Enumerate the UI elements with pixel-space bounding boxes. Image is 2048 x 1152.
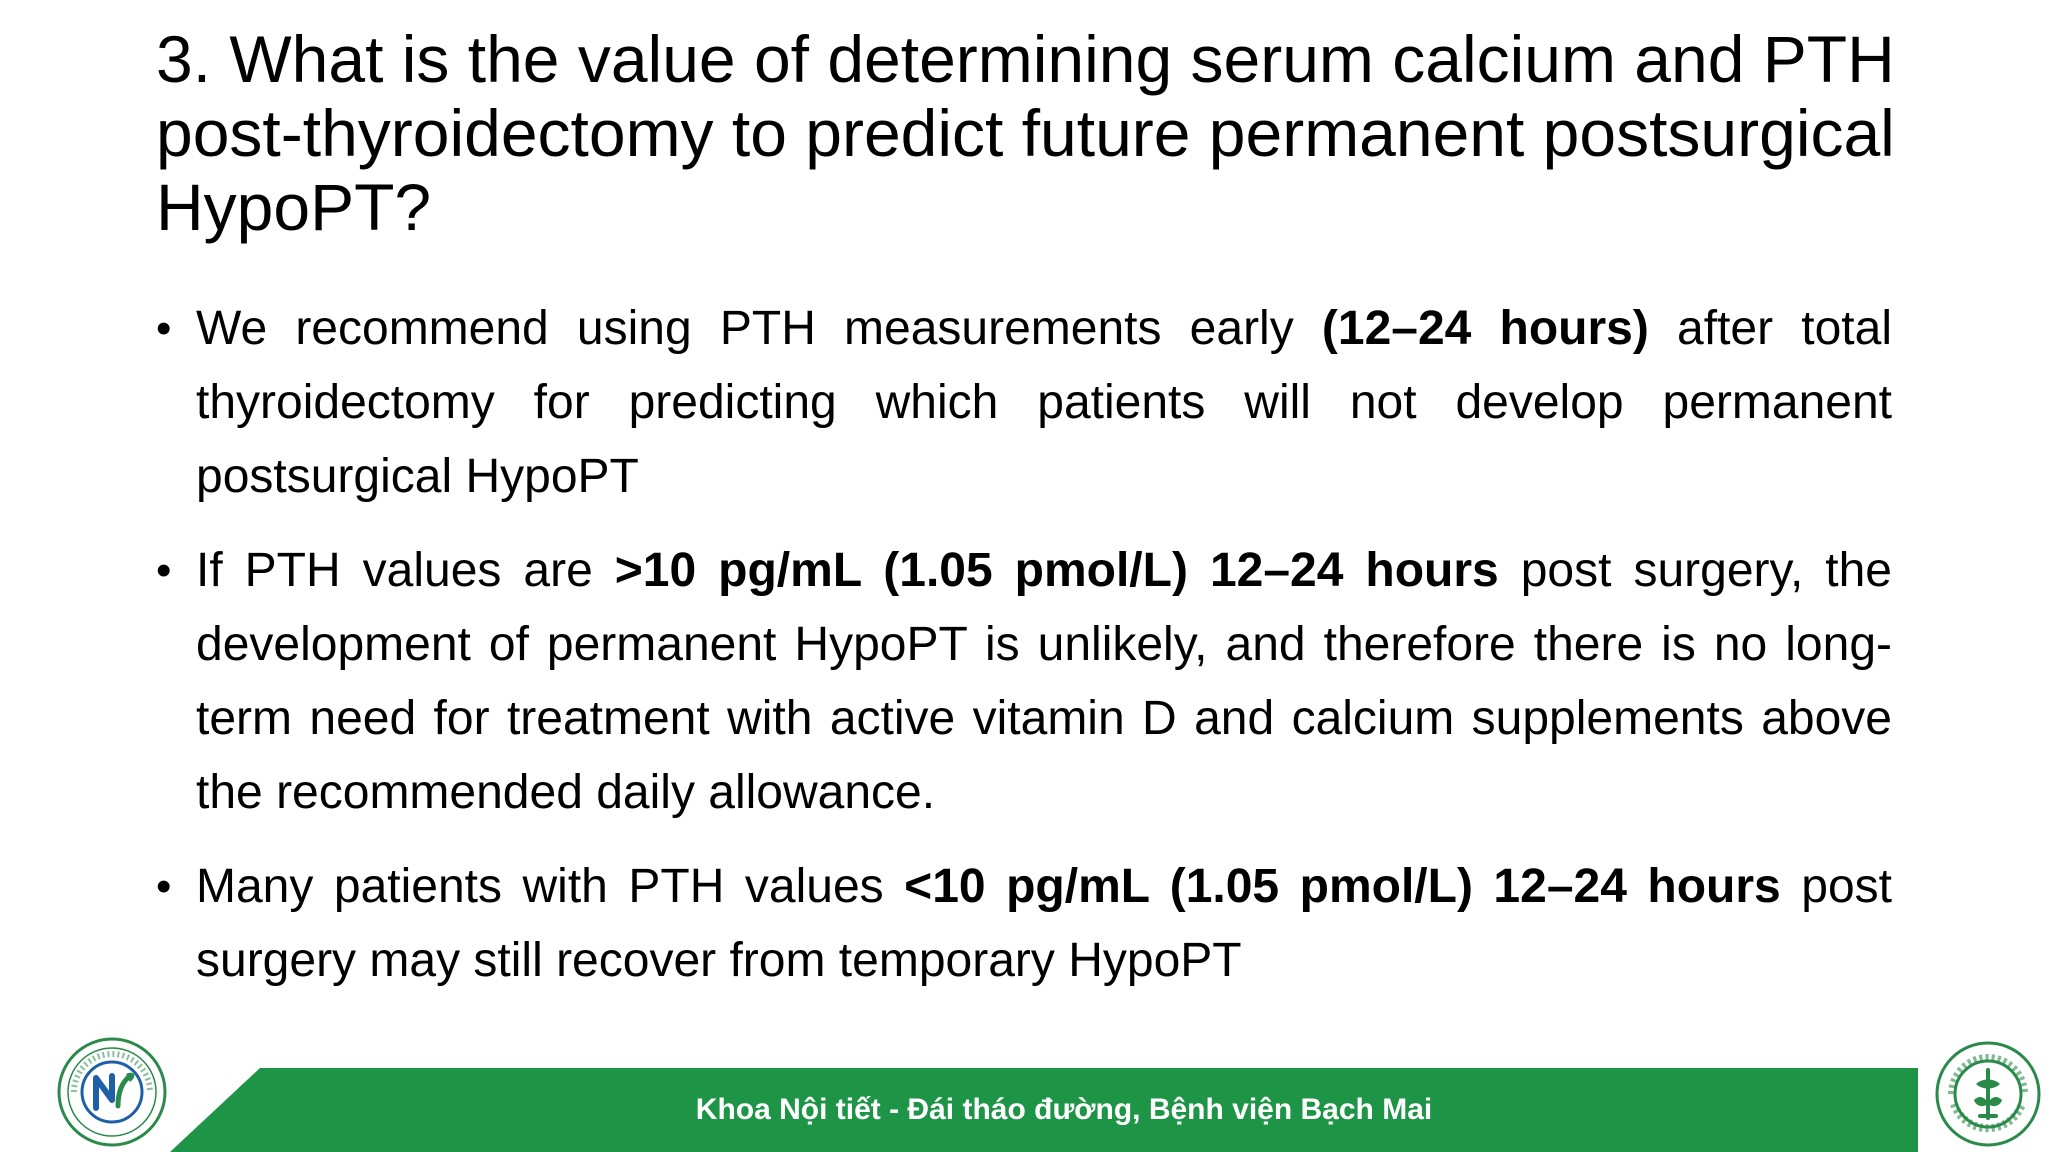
bullet-segment: We recommend using PTH measurements early <box>196 302 1322 355</box>
bullet-segment: post surgery, the development of permanent HypoPT is unlikely, and therefore there is no long-term need for treatment with active vitamin D and calcium supplements above the recommended daily allowance. <box>196 544 1892 819</box>
slide-title: 3. What is the value of determining serum calcium and PTH post-thyroidectomy to predict future permanent postsurgical HypoPT? <box>156 22 1895 244</box>
bullet-segment: If PTH values are <box>196 544 615 597</box>
bullet-dot: • <box>156 862 172 911</box>
bullet-dot: • <box>156 546 172 595</box>
bullet-emphasis: >10 pg/mL (1.05 pmol/L) 12–24 hours <box>614 544 1499 597</box>
bullet-segment: Many patients with PTH values <box>196 860 905 913</box>
bullet-segment: after total thyroidectomy for predicting which patients will not develop permanent postsurgical HypoPT <box>196 302 1892 503</box>
footer-text: Khoa Nội tiết - Đái tháo đường, Bệnh viện Bạch Mai <box>695 1093 1433 1126</box>
bullet-text <box>196 302 1892 503</box>
bullet-item <box>156 534 1892 830</box>
bullet-text <box>196 544 1892 819</box>
bullet-item <box>156 292 1892 514</box>
bullet-dot: • <box>156 304 172 353</box>
bullet-segment: post surgery may still recover from temporary HypoPT <box>196 860 1893 987</box>
bullet-emphasis: <10 pg/mL (1.05 pmol/L) 12–24 hours <box>904 860 1781 913</box>
bullet-text <box>196 860 1892 987</box>
bullet-item <box>156 850 1892 998</box>
hospital-logo-icon <box>1934 1040 2042 1148</box>
bullet-list <box>156 292 1892 1018</box>
bullet-emphasis: (12–24 hours) <box>1321 302 1649 355</box>
department-logo-icon <box>56 1036 168 1148</box>
